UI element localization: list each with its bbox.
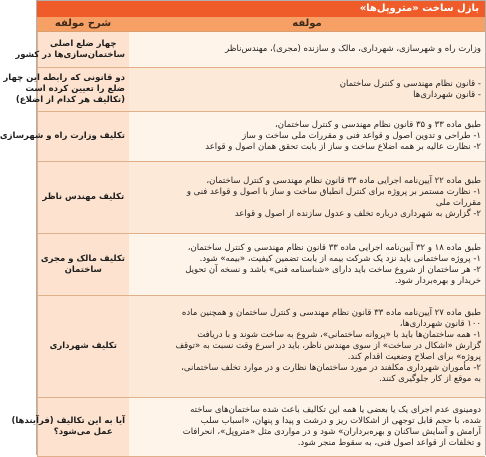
description-line: ۲- نظارت عالیه بر همه اضلاع ساخت و ساز از بابت تحقق همان اصول و قواعد bbox=[205, 142, 481, 152]
label-line: تکلیف مالک و مجری bbox=[40, 253, 125, 264]
row-description bbox=[129, 234, 485, 296]
description-line: پروژه» برای اصلاح وضعیت اقدام کند. bbox=[347, 352, 481, 362]
row-label bbox=[11, 398, 129, 457]
table-row bbox=[37, 112, 485, 162]
row-description bbox=[129, 32, 485, 68]
description-line: گزارش «اشکال در ساخت» از سوی مهندس ناظر، باید در اسرع وقت نسبت به «توقف bbox=[175, 341, 481, 351]
description-line: - قانون شهرداری‌ها bbox=[413, 89, 481, 100]
row-description bbox=[129, 112, 485, 162]
table-row bbox=[37, 162, 485, 234]
description-line: شده، با حجم قابل توجهی از اشکالات ریز و درشت و پیدا و پنهان، «اسباب سلب bbox=[200, 416, 481, 426]
label-line: تکلیف مهندس ناظر bbox=[42, 192, 125, 202]
description-line: ۲- مأموران شهرداری مکلفند در مورد ساختمان‌ها نظارت و در موارد تخلف ساختمانی، bbox=[181, 363, 481, 373]
row-description bbox=[129, 398, 485, 457]
description-line: ۱- همه ساختمان‌ها باید با «پروانه ساختمانی»، شروع به ساخت شوند و با دریافت bbox=[197, 330, 481, 340]
table-row bbox=[37, 32, 485, 68]
row-label bbox=[3, 68, 129, 112]
description-line: خریدار و بهره‌بردار شود. bbox=[394, 275, 481, 286]
row-label bbox=[15, 32, 129, 68]
duties-table bbox=[0, 17, 486, 457]
table-header-row bbox=[37, 17, 485, 32]
row-label bbox=[37, 162, 129, 234]
description-line: طبق ماده ۲۲ آیین‌نامه اجرایی ماده ۳۳ قانون نظام مهندسی و کنترل ساختمان، bbox=[206, 175, 481, 186]
label-line: تکلیف شهرداری bbox=[49, 341, 117, 351]
row-label bbox=[37, 296, 129, 398]
description-line: طبق ماده ۲۷ آیین‌نامه ماده ۳۳ قانون نظام مهندسی و کنترل ساختمان و همچنین ماده bbox=[181, 308, 481, 318]
row-label bbox=[37, 234, 129, 296]
column-header-description: شرح مولفه bbox=[37, 17, 129, 32]
description-line: ۲- هر ساختمان از شروع ساخت باید دارای «شناسنامه فنی» باشد و نسخه آن تحویل bbox=[185, 264, 481, 275]
description-line: طبق ماده ۱۸ و ۳۲ آیین‌نامه اجرایی ماده ۳۳ قانون نظام مهندسی و کنترل ساختمان، bbox=[187, 242, 481, 253]
description-line: ۱- نظارت مستمر بر پروژه برای کنترل انطباق ساخت و ساز با اصول و قواعد فنی و bbox=[186, 186, 481, 197]
description-line: - قانون نظام مهندسی و کنترل ساختمان bbox=[339, 78, 481, 89]
table-row bbox=[37, 296, 485, 398]
table-body bbox=[0, 32, 485, 457]
description-line: ۲- گزارش به شهرداری درباره تخلف و عدول سازنده از اصول و قواعد bbox=[234, 208, 481, 219]
row-description bbox=[129, 162, 485, 234]
description-line: مقررات ملی bbox=[435, 197, 481, 208]
description-line: به موقع از کار جلوگیری کنند. bbox=[379, 374, 481, 384]
table-row bbox=[37, 398, 485, 457]
description-line: دومینوی عدم اجرای یک یا بعضی یا همه این تکالیف باعث شده ساختمان‌های ساخته bbox=[190, 405, 481, 415]
label-line: آیا به این تکالیف (فرآیندها) bbox=[11, 416, 125, 426]
description-line: ۱۰۰ قانون شهرداری‌ها، bbox=[399, 319, 481, 329]
label-line: عمل می‌شود؟ bbox=[53, 427, 113, 437]
column-header-component: مولفه bbox=[129, 17, 485, 32]
description-line: و تخلفات از قواعد اصول فنی، به سقوط منجر شود. bbox=[297, 438, 481, 448]
label-line: ضلع را تعیین کرده است bbox=[25, 84, 125, 94]
label-line: ساختمان bbox=[64, 264, 102, 275]
label-line: دو قانونی که رابطه این چهار bbox=[3, 73, 125, 83]
description-line: آرامش و آسایش ساکنان و بهره‌برداران» شود و در مواردی مثل «متروپل»، انحرافات bbox=[182, 427, 481, 437]
row-label bbox=[0, 112, 129, 162]
table-row bbox=[37, 68, 485, 112]
description-line: طبق ماده ۳۳ و ۳۵ قانون نظام مهندسی و کنترل ساختمان، bbox=[275, 120, 481, 130]
row-description bbox=[129, 296, 485, 398]
row-description bbox=[129, 68, 485, 112]
label-line: تکلیف وزارت راه و شهرسازی bbox=[0, 131, 125, 141]
table-row bbox=[37, 234, 485, 296]
description-line: وزارت راه و شهرسازی، شهرداری، مالک و سازنده (مجری)، مهندس‌ناظر bbox=[225, 44, 481, 54]
description-line: ۱- طراحی و تدوین اصول و قواعد فنی و مقررات ملی ساخت و ساز bbox=[242, 131, 481, 141]
page-title: بازل ساخت «متروپل‌ها» bbox=[37, 1, 485, 17]
description-line: ۱- پروژه ساختمانی باید نزد یک شرکت بیمه از بابت تضمین کیفیت، «بیمه» شود. bbox=[199, 253, 481, 264]
label-line: (تکالیف هر کدام از اضلاع) bbox=[15, 95, 125, 105]
label-line: ساختمان‌سازی‌ها در کشور bbox=[15, 49, 125, 60]
label-line: چهار ضلع اصلی bbox=[50, 38, 117, 49]
